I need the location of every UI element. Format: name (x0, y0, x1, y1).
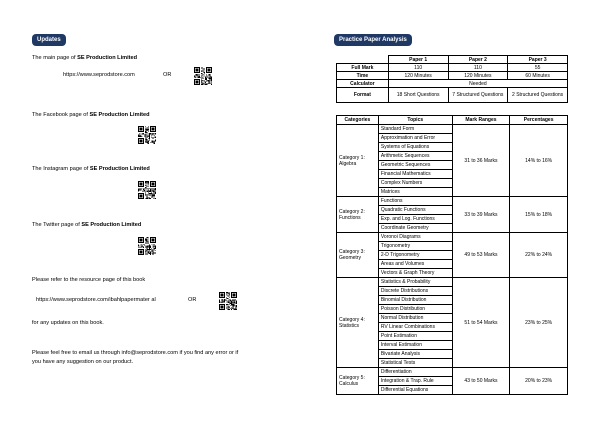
topic-cell: Normal Distribution (378, 314, 452, 323)
right-page (300, 0, 600, 424)
cell: 120 Minutes (388, 72, 448, 80)
topic-cell: Discrete Distributions (378, 287, 452, 296)
mark-range: 33 to 39 Marks (452, 197, 510, 233)
topic-cell: Standard Form (378, 125, 452, 134)
paper-header: Paper 3 (508, 56, 568, 64)
qr-code-icon[interactable] (219, 292, 237, 310)
category-header-row (337, 116, 568, 125)
percentage: 14% to 16% (510, 125, 568, 197)
mark-range: 43 to 50 Marks (452, 368, 510, 395)
row-label: Calculator (337, 80, 389, 88)
topic-cell: Quadratic Functions (378, 206, 452, 215)
qr-code-icon[interactable] (138, 181, 156, 199)
topic-cell: Statistics & Probability (378, 278, 452, 287)
cell: 2 Structured Questions (508, 88, 568, 103)
table-row (337, 278, 568, 287)
qr-code-icon[interactable] (138, 237, 156, 255)
topic-cell: Bivariate Analysis (378, 350, 452, 359)
topic-cell: Interval Estimation (378, 341, 452, 350)
or-label: OR (163, 72, 172, 78)
paper-header: Paper 2 (448, 56, 508, 64)
instagram-line: The Instagram page of SE Production Limited (32, 166, 150, 172)
column-header: Percentages (510, 116, 568, 125)
main-url-link[interactable]: https://www.seprodstore.com (63, 72, 135, 78)
topic-cell: RV Linear Combinations (378, 323, 452, 332)
topic-cell: Financial Mathematics (378, 170, 452, 179)
table-row (337, 64, 568, 72)
paper-header: Paper 1 (388, 56, 448, 64)
facebook-line: The Facebook page of SE Production Limited (32, 112, 150, 118)
column-header: Topics (378, 116, 452, 125)
topic-cell: Binomial Distribution (378, 296, 452, 305)
column-header: Categories (337, 116, 379, 125)
category-table (336, 115, 568, 395)
mark-range: 31 to 36 Marks (452, 125, 510, 197)
or-label: OR (188, 297, 197, 303)
percentage: 15% to 18% (510, 197, 568, 233)
mark-range: 51 to 54 Marks (452, 278, 510, 368)
qr-code-icon[interactable] (194, 67, 212, 85)
twitter-line: The Twitter page of SE Production Limited (32, 222, 142, 228)
topic-cell: Poisson Distribution (378, 305, 452, 314)
resource-url-link[interactable]: https://www.seprodstore.com/ibahlpapermater al (36, 297, 156, 303)
category-name: Category 4: Statistics (337, 278, 379, 368)
table-row (337, 88, 568, 103)
updates-text: for any updates on this book. (32, 320, 104, 326)
cell: 120 Minutes (448, 72, 508, 80)
cell: 55 (508, 64, 568, 72)
analysis-badge: Practice Paper Analysis (334, 34, 412, 46)
cell: 110 (388, 64, 448, 72)
topic-cell: Exp. and Log. Functions (378, 215, 452, 224)
qr-code-icon[interactable] (138, 126, 156, 144)
row-label: Full Mark (337, 64, 389, 72)
main-page-line: The main page of SE Production Limited (32, 55, 138, 61)
category-name: Category 1: Algebra (337, 125, 379, 197)
paper-header-row (337, 56, 568, 64)
table-row (337, 125, 568, 134)
column-header: Mark Ranges (452, 116, 510, 125)
topic-cell: Voronoi Diagrams (378, 233, 452, 242)
updates-badge: Updates (32, 34, 66, 46)
cell: 60 Minutes (508, 72, 568, 80)
mark-range: 49 to 53 Marks (452, 233, 510, 278)
topic-cell: Matrices (378, 188, 452, 197)
topic-cell: Point Estimation (378, 332, 452, 341)
row-label: Format (337, 88, 389, 103)
cell: Needed (388, 80, 567, 88)
topic-cell: Differentiation (378, 368, 452, 377)
topic-cell: Coordinate Geometry (378, 224, 452, 233)
empty-cell (337, 56, 389, 64)
topic-cell: Arithmetic Sequences (378, 152, 452, 161)
percentage: 22% to 24% (510, 233, 568, 278)
category-name: Category 2: Functions (337, 197, 379, 233)
category-name: Category 5: Calculus (337, 368, 379, 395)
topic-cell: Vectors & Graph Theory (378, 269, 452, 278)
topic-cell: Approximation and Error (378, 134, 452, 143)
topic-cell: Differential Equations (378, 386, 452, 395)
paper-summary-table (336, 55, 568, 103)
email-line-2: you have any suggestion on our product. (32, 359, 134, 365)
table-row (337, 368, 568, 377)
topic-cell: Integration & Trap. Rule (378, 377, 452, 386)
category-name: Category 3: Geometry (337, 233, 379, 278)
row-label: Time (337, 72, 389, 80)
cell: 18 Short Questions (388, 88, 448, 103)
topic-cell: Functions (378, 197, 452, 206)
cell: 110 (448, 64, 508, 72)
table-row (337, 197, 568, 206)
table-row (337, 80, 568, 88)
percentage: 23% to 25% (510, 278, 568, 368)
topic-cell: 2-D Trigonometry (378, 251, 452, 260)
resource-text: Please refer to the resource page of this book (32, 277, 146, 283)
topic-cell: Areas and Volumes (378, 260, 452, 269)
email-line-1: Please feel free to email us through info@seprodstore.com if you find any error or if (32, 350, 239, 356)
topic-cell: Trigonometry (378, 242, 452, 251)
topic-cell: Geometric Sequences (378, 161, 452, 170)
topic-cell: Systems of Equations (378, 143, 452, 152)
percentage: 20% to 23% (510, 368, 568, 395)
topic-cell: Statistical Tests (378, 359, 452, 368)
cell: 7 Structured Questions (448, 88, 508, 103)
table-row (337, 72, 568, 80)
table-row (337, 233, 568, 242)
topic-cell: Complex Numbers (378, 179, 452, 188)
